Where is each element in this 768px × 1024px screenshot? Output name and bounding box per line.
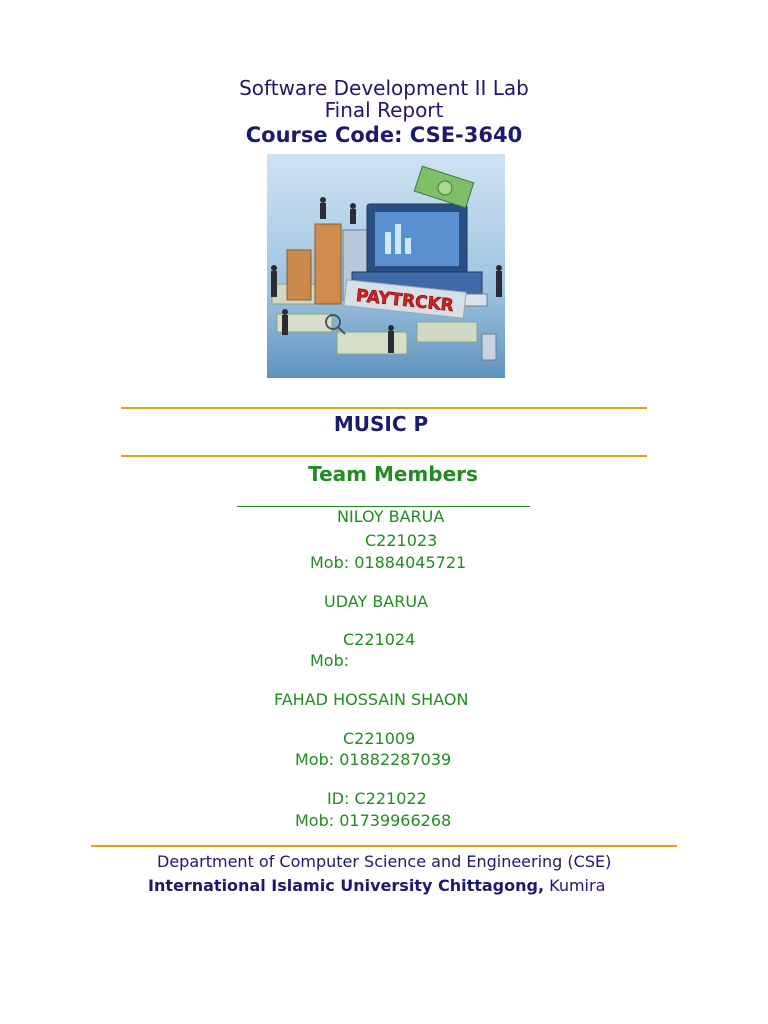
department-name: Department of Computer Science and Engineering (CSE) — [157, 852, 612, 871]
divider-bottom — [91, 845, 677, 847]
course-code: Course Code: CSE-3640 — [245, 123, 523, 147]
member-id: C221023 — [365, 531, 438, 550]
member-id: C221009 — [343, 729, 416, 748]
university-line — [148, 876, 605, 895]
member-mobile: Mob: 01884045721 — [310, 553, 467, 572]
member-name: NILOY BARUA — [337, 507, 445, 526]
member-mobile: Mob: — [310, 651, 350, 670]
university-name: International Islamic University Chittagong, — [148, 876, 545, 895]
team-heading: Team Members — [308, 462, 478, 486]
university-location: Kumira — [549, 876, 606, 895]
svg-text:PAYTRCKR: PAYTRCKR — [354, 285, 455, 317]
report-title-line2: Final Report — [324, 98, 444, 122]
member-name: UDAY BARUA — [324, 592, 429, 611]
member-id: C221024 — [343, 630, 416, 649]
project-name: MUSIC P — [333, 412, 429, 436]
report-title-line1: Software Development II Lab — [239, 76, 529, 100]
member-id: ID: C221022 — [327, 789, 427, 808]
cover-image — [267, 154, 505, 378]
member-name: FAHAD HOSSAIN SHAON — [274, 690, 469, 709]
member-mobile: Mob: 01739966268 — [295, 811, 452, 830]
member-mobile: Mob: 01882287039 — [295, 750, 452, 769]
divider-top — [121, 407, 647, 409]
divider-middle — [121, 455, 647, 457]
